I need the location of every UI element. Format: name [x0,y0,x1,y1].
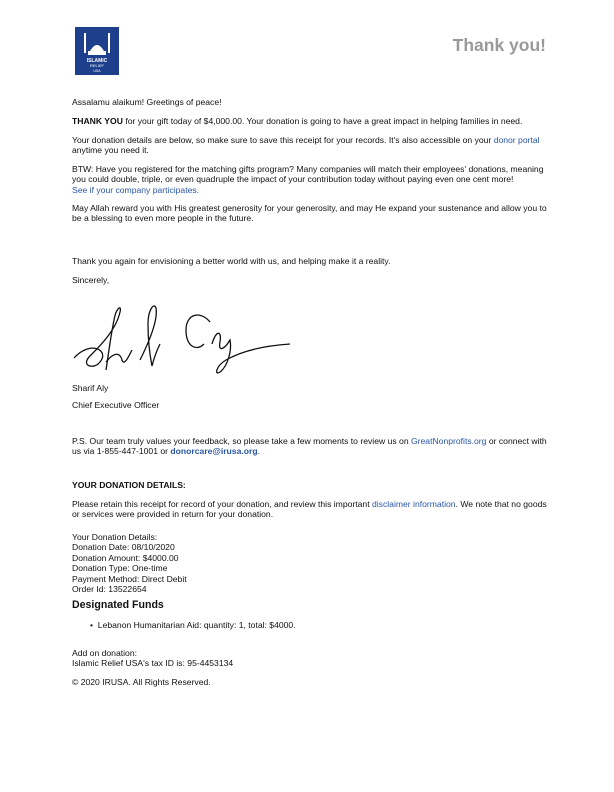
details-heading: YOUR DONATION DETAILS: [72,480,186,490]
greeting: Assalamu alaikum! Greetings of peace! [72,97,222,107]
signature-image [70,300,300,380]
btw-paragraph [72,164,552,195]
logo-text-3: USA [93,69,101,73]
closing: Sincerely, [72,275,110,285]
receipt-text: Your donation details are below, so make sure to save this receipt for your records. It's also accessible on your [72,135,494,145]
receipt-paragraph [72,135,552,156]
details-line: Donation Amount: $4000.00 [72,552,179,563]
funds-heading: Designated Funds [72,599,164,611]
thanks-paragraph [72,116,552,126]
details-line: Your Donation Details: [72,532,158,542]
details-line: Payment Method: Direct Debit [72,573,187,584]
fund-item-text: Lebanon Humanitarian Aid: quantity: 1, total: $4000. [97,620,296,630]
disclaimer-link[interactable]: disclaimer information [371,499,456,509]
donorcare-email-link[interactable]: donorcare@irusa.org [170,446,258,457]
logo-text-2: RELIEF [89,63,105,68]
signer-title: Chief Executive Officer [72,400,160,410]
details-line: Order Id: 13522654 [72,584,147,595]
thanks-rest: for your gift today of $4,000.00. Your donation is going to have a great impact in helping families in need. [122,116,523,126]
donor-portal-link[interactable]: donor portal [493,135,540,145]
thanks-again: Thank you again for envisioning a better world with us, and helping make it a reality. [72,256,391,266]
receipt-text-2: anytime you need it. [72,145,149,156]
ps-end: . [257,446,260,457]
matching-gifts-link[interactable]: See if your company participates. [72,184,200,195]
mosque-icon [75,27,119,75]
bullet-icon: • [90,620,98,630]
ps-paragraph [72,436,552,457]
thanks-bold: THANK YOU [72,116,123,126]
ps-text: P.S. Our team truly values your feedback, so please take a few moments to review us on [72,436,411,446]
details-line: Donation Date: 08/10/2020 [72,542,175,553]
signer-name: Sharif Aly [72,383,109,393]
details-line: Donation Type: One-time [72,563,168,574]
tax-id: Islamic Relief USA's tax ID is: 95-4453134 [72,658,234,668]
addon-label: Add on donation: [72,648,137,658]
page-title: Thank you! [452,35,546,55]
btw-text: BTW: Have you registered for the matching gifts program? Many companies will match their employees' donations, meaning you could double, triple, or even quadruple the impact of your contribution today without paying even one cent more! [72,164,544,185]
logo-text-1: ISLAMIC [86,58,108,64]
copyright: © 2020 IRUSA. All Rights Reserved. [72,677,211,687]
donation-details [72,532,552,594]
islamic-relief-logo [75,27,119,75]
retain-text-2: . We note that no goods or services were provided in return for your donation. [72,499,547,520]
retain-paragraph [72,499,552,520]
prayer-paragraph: May Allah reward you with His greatest generosity for your generosity, and may He expand your sustenance and allow you to be a blessing to even more people in the future. [72,203,547,224]
fund-item [90,620,296,630]
greatnonprofits-link[interactable]: GreatNonprofits.org [410,436,487,446]
retain-text: Please retain this receipt for record of your donation, and review this important [72,499,372,509]
ps-text-2: or connect with us via 1-855-447-1001 or [72,436,547,457]
